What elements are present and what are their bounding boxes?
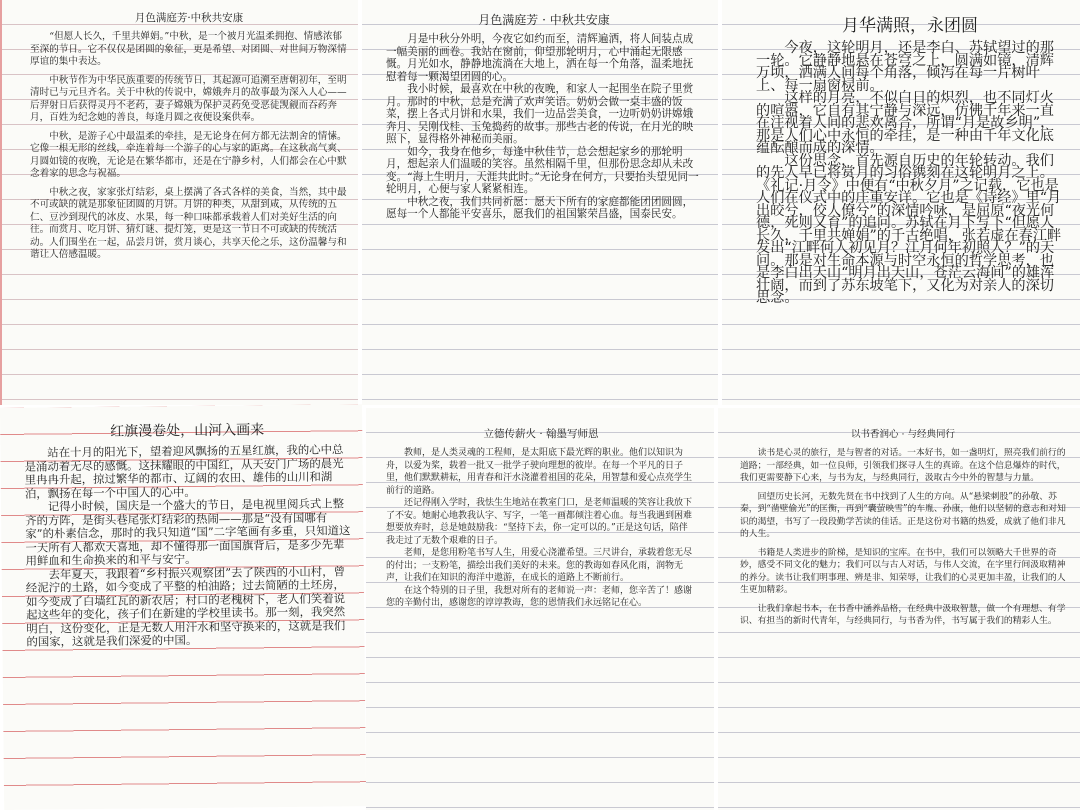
essay-paragraph: 去年夏天，我跟着“乡村振兴观察团”去了陕西的小山村，曾经泥泞的土路，如今变成了平整的柏油路；过去简陋的土坯房，如今变成了白墙红瓦的新农居；村口的老槐树下，老人们笑着说起这些年的变化，孩子们在新建的学校里读书。那一刻，我突然明白，这份变化，正是无数人用汗水和坚守换来的，这就是我们的国家，这就是我们深爱的中国。 [25,563,346,649]
essay-paragraph: 读书是心灵的旅行，是与智者的对话。一本好书，如一盏明灯，照亮我们前行的道路；一部经典，如一位良师，引领我们探寻人生的真谛。在这个信息爆炸的时代，我们更需要静下心来，与书为友，与经典同行，汲取古今中外的智慧与力量。 [740,448,1066,483]
essay-paragraph: 让我们拿起书本，在书香中涵养品格，在经典中汲取智慧，做一个有理想、有学识、有担当的新时代青年，与经典同行，与书香为伴，书写属于我们的精彩人生。 [740,603,1066,626]
essay-paragraph: 这样的月亮，不似白日的炽烈，也不同灯火的喧嚣，它自有其宁静与深远，仿佛千年来一直在注视着人间的悲欢离合，所谓“月是故乡明”，那是人们心中永恒的牵挂，是一种由千年文化底蕴酝酿而成的深情。 [756,90,1055,156]
essay-paragraph: 这份思念，首先源自历史的年轮转动。我们的先人早已将赏月的习俗镌刻在这轮明月之上。《礼记·月令》中便有“中秋夕月”之记载，它也是人们在仪式中的庄重安详。它也是《诗经》里“月出皎兮，佼人僚兮”的深情吟咏，是屈原“夜光何德，死则又育”的追问。苏轼在月下写下“但愿人长久，千里共婵娟”的千古绝唱，张若虚在春江畔发出“江畔何人初见月？江月何年初照人？”的天问。那是对生命本源与时空永恒的哲学思考，也是李白出天山“明月出天山，苍茫云海间”的雄浑壮阔，而到了苏东坡笔下，又化为对亲人的深切思念。 [756,152,1062,306]
essay-sheet-teachers [366,408,714,810]
essay-paragraph: 教师，是人类灵魂的工程师，是太阳底下最光辉的职业。他们以知识为舟，以爱为桨，载着一批又一批学子驶向理想的彼岸。在每一个平凡的日子里，他们默默耕耘，用青春和汗水浇灌着祖国的花朵，用智慧和爱心点亮学生前行的道路。 [386,448,693,496]
essay-paragraph: 今夜，这轮明月，还是李白、苏轼望过的那一轮。它静静地悬在苍穹之上，圆满如镜，清辉万顷，洒满人间每个角落，倾泻在每一片树叶上、每一扇窗棂前。 [756,40,1054,94]
essay-paragraph: 中秋，是游子心中最温柔的牵挂，是无论身在何方都无法割舍的情愫。它像一根无形的丝线，牵连着每一个游子的心与家的距离。在这秋高气爽、月圆如镜的夜晚，无论是在繁华都市，还是在宁静乡村，人们都会在心中默念着家的思念与祝福。 [30,130,347,179]
essay-title: 月华满照，永团圆 [842,16,978,36]
essay-sheet-moonlight [362,0,718,405]
essay-paragraph: 月是中秋分外明，今夜它如约而至，清辉遍洒，将人间装点成一幅美丽的画卷。我站在窗前，仰望那轮明月，心中涌起无限感慨。月光如水，静静地流淌在大地上，洒在每一个角落，温柔地抚慰着每一颗渴望团圆的心。 [386,33,694,83]
essay-paragraph: 中秋节作为中华民族重要的传统节日，其起源可追溯至唐朝初年，至明清时已与元旦齐名。关于中秋的传说中，嫦娥奔月的故事最为深入人心——后羿射日后获得灵丹不老药，妻子嫦娥为保护灵药免受恶徒觊觎而吞药奔月，百姓为纪念她的善良，每逢月圆之夜便设案供奉。 [30,74,347,123]
essay-paragraph: 我小时候，最喜欢在中秋的夜晚，和家人一起围坐在院子里赏月。那时的中秋，总是充满了欢声笑语。奶奶会做一桌丰盛的饭菜，摆上各式月饼和水果，我们一边品尝美食，一边听奶奶讲嫦娥奔月、吴刚伐桂、玉兔捣药的故事。那些古老的传说，在月光的映照下，显得格外神秘而美丽。 [386,83,694,145]
essay-paragraph: 老师，是您用粉笔书写人生，用爱心浇灌希望。三尺讲台，承载着您无尽的付出；一支粉笔，描绘出我们美好的未来。您的教诲如春风化雨，润物无声，让我们在知识的海洋中遨游，在成长的道路上不断前行。 [386,548,693,583]
essay-paragraph: “但愿人长久，千里共婵娟。”中秋，是一个被月光温柔拥抱、情感浓郁至深的节日。它不仅仅是团圆的象征，更是希望、对团圆、对世间万物深情厚谊的集中表达。 [30,31,347,67]
essay-paragraph: 回望历史长河，无数先贤在书中找到了人生的方向。从“悬梁刺股”的孙敬、苏秦，到“凿壁偷光”的匡衡，再到“囊萤映雪”的车胤、孙康，他们以坚韧的意志和对知识的渴望，书写了一段段勤学苦读的佳话。正是这份对书籍的热爱，成就了他们非凡的人生。 [740,491,1066,539]
essay-paragraph: 中秋之夜，我们共同祈愿：愿天下所有的家庭都能团团圆圆，愿每一个人都能平安喜乐，愿我们的祖国繁荣昌盛，国泰民安。 [386,195,694,220]
essay-sheet-national-day [0,404,366,810]
essay-paragraph: 还记得刚入学时，我怯生生地站在教室门口，是老师温暖的笑容让我放下了不安。她耐心地教我认字、写字，一笔一画都倾注着心血。每当我遇到困难想要放弃时，总是她鼓励我：“坚持下去，你一定可以的。”正是这句话，陪伴我走过了无数个艰难的日子。 [386,498,693,546]
essay-sheet-reading [718,408,1080,810]
essay-title: 月色满庭芳·中秋共安康 [134,12,244,24]
essay-paragraph: 站在十月的阳光下，望着迎风飘扬的五星红旗，我的心中总是涌动着无尽的感慨。这抹耀眼的中国红，从天安门广场的晨光里冉冉升起，掠过繁华的都市、辽阔的农田、雄伟的山川和湖泊，飘扬在每一个中国人的心中。 [24,442,344,501]
essay-sheet-mid-autumn [0,0,358,405]
essay-title: 以书香润心 · 与经典同行 [850,429,956,440]
essay-title: 立德传薪火 · 翰墨写师恩 [483,428,599,440]
essay-sheet-reunion [722,0,1080,405]
essay-title: 月色满庭芳 · 中秋共安康 [478,13,610,27]
essay-paragraph: 书籍是人类进步的阶梯，是知识的宝库。在书中，我们可以领略大千世界的奇妙，感受不同文化的魅力；我们可以与古人对话，与伟人交流，在字里行间汲取精神的养分。读书让我们明事理、辨是非、知荣辱，让我们的心灵更加丰盈，让我们的人生更加精彩。 [740,547,1066,595]
essay-paragraph: 如今，我身在他乡，每逢中秋佳节，总会想起家乡的那轮明月，想起亲人们温暖的笑容。虽然相隔千里，但那份思念却从未改变。“海上生明月，天涯共此时。”无论身在何方，只要抬头望见同一轮明月，心便与家人紧紧相连。 [386,145,699,195]
essay-paragraph: 中秋之夜，家家张灯结彩，桌上摆满了各式各样的美食，当然，其中最不可或缺的就是那象征团圆的月饼。月饼的种类，从甜到咸，从传统的五仁、豆沙到现代的冰皮、水果，每一种口味都承载着人们对美好生活的向往。而赏月、吃月饼、猜灯谜、提灯笼，更是这一节日不可或缺的传统活动。人们围坐在一起，品尝月饼，赏月谈心，共享天伦之乐，这份温馨与和谐让人倍感温暖。 [30,186,347,260]
essay-paragraph: 在这个特别的日子里，我想对所有的老师说一声：老师，您辛苦了！感谢您的辛勤付出，感谢您的谆谆教诲，您的恩情我们永远铭记在心。 [386,585,693,608]
essay-title: 红旗漫卷处，山河入画来 [110,422,265,440]
essay-paragraph: 记得小时候，国庆是一个盛大的节日，是电视里阅兵式上整齐的方阵，是街头巷尾张灯结彩的热闹——那是“没有国哪有家”的朴素信念，那时的我只知道“国”二字笔画有多重，只知道这一天所有人都欢天喜地，却不懂得那一面国旗背后，是多少先辈用鲜血和生命换来的和平与安宁。 [25,496,351,568]
